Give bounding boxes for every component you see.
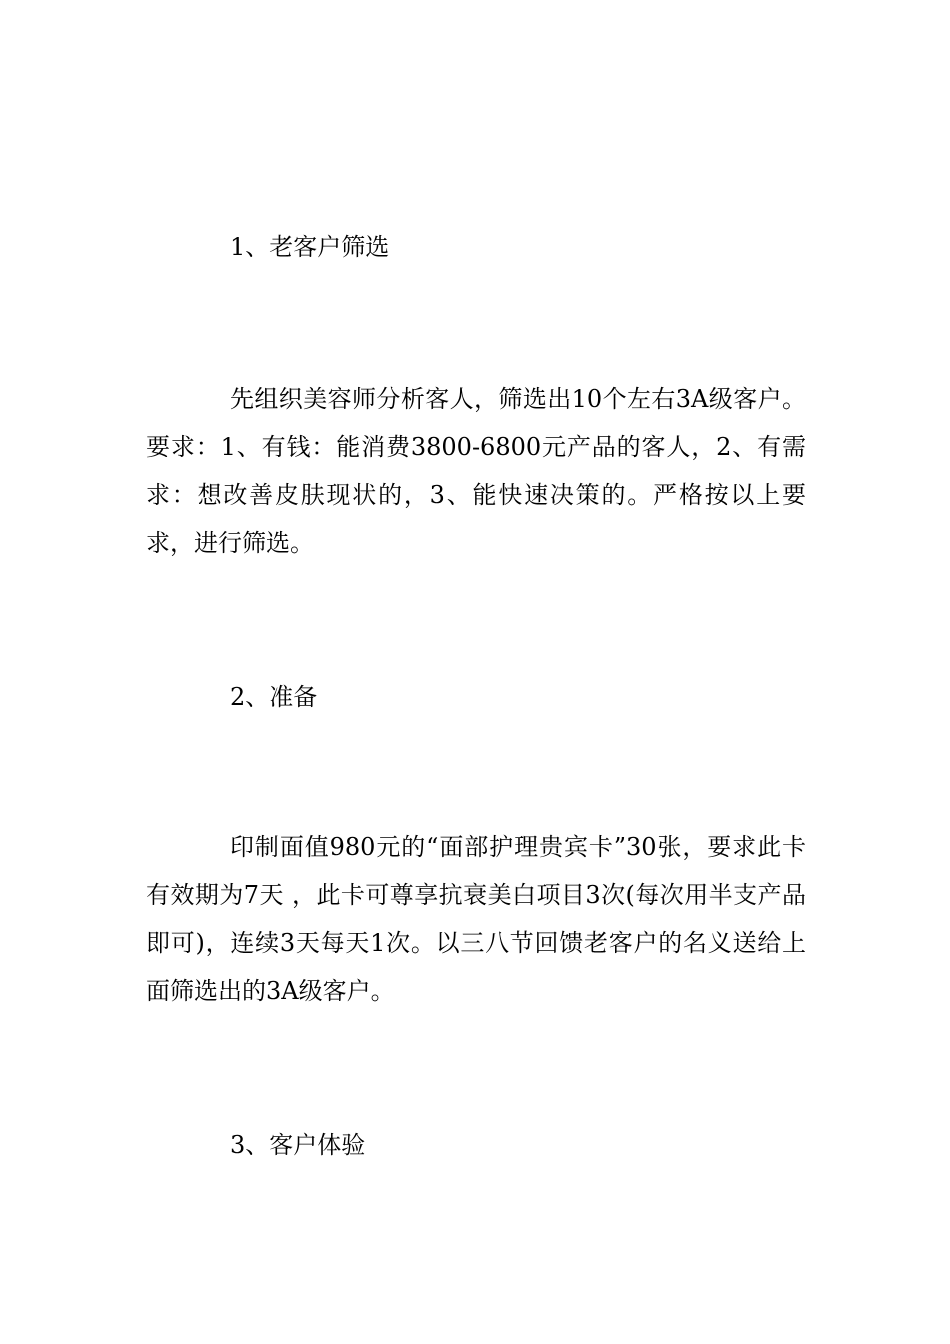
section-paragraph-preparation: 印制面值980元的“面部护理贵宾卡”30张，要求此卡有效期为7天 ，此卡可尊享抗衰美白项目3次(每次用半支产品即可)，连续3天每天1次。以三八节回馈老客户的名义送给上面筛选出的3A级客户。	[146, 833, 806, 1005]
section-paragraph-screening: 先组织美容师分析客人，筛选出10个左右3A级客户。要求：1、有钱：能消费3800-6800元产品的客人，2、有需求：想改善皮肤现状的，3、能快速决策的。严格按以上要求，进行筛选。	[146, 385, 806, 557]
section-heading-old-customer-screening: 1、老客户筛选	[230, 233, 390, 261]
section-heading-preparation: 2、准备	[230, 683, 318, 711]
section-heading-customer-experience: 3、客户体验	[230, 1131, 366, 1159]
